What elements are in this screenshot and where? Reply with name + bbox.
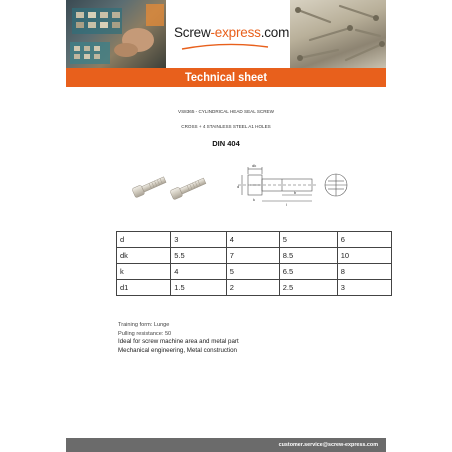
footer-bar <box>66 438 386 452</box>
technical-drawing <box>236 161 354 213</box>
screw-product-photo <box>126 164 210 204</box>
table-cell: k <box>117 264 171 280</box>
pulling-resistance-text: Pulling resistance: 50 <box>118 330 172 337</box>
drawing-label-b: b <box>294 190 297 195</box>
standard-label: DIN 404 <box>212 139 240 148</box>
table-row <box>117 232 392 248</box>
header-banner <box>66 0 386 68</box>
table-row <box>117 280 392 296</box>
logo-text: Screw-express.com <box>174 25 290 40</box>
dimensions-table <box>116 231 392 296</box>
usage-text: Ideal for screw machine area and metal part <box>118 338 239 345</box>
drawing-label-dk: dk <box>252 163 257 168</box>
table-cell: 5 <box>226 264 279 280</box>
table-cell: 1.5 <box>171 280 227 296</box>
table-cell: 8 <box>337 264 391 280</box>
drawing-label-d: d <box>237 184 240 189</box>
table-cell: 4 <box>226 232 279 248</box>
table-cell: 2 <box>226 280 279 296</box>
table-cell: 8.5 <box>279 248 337 264</box>
table-cell: 2.5 <box>279 280 337 296</box>
table-row <box>117 248 392 264</box>
table-cell: dk <box>117 248 171 264</box>
drawing-label-l: l <box>286 202 287 207</box>
screws-photo <box>290 0 386 68</box>
technical-sheet-page <box>66 0 386 452</box>
table-cell: 6 <box>337 232 391 248</box>
product-description: CROSS + 4 STAINLESS STEEL A1 HOLES <box>181 124 271 129</box>
drawing-label-k: k <box>253 197 255 202</box>
table-cell: 5 <box>279 232 337 248</box>
table-cell: d1 <box>117 280 171 296</box>
table-cell: 3 <box>337 280 391 296</box>
table-cell: 10 <box>337 248 391 264</box>
toolbox-photo <box>66 0 166 68</box>
brand-logo[interactable] <box>166 0 290 68</box>
table-cell: 3 <box>171 232 227 248</box>
training-form-text: Training form: Lunge <box>118 322 170 328</box>
table-cell: 6.5 <box>279 264 337 280</box>
logo-swoosh-icon <box>180 43 270 51</box>
table-cell: d <box>117 232 171 248</box>
table-row <box>117 264 392 280</box>
table-cell: 7 <box>226 248 279 264</box>
product-name: VS8365 - CYLINDRICAL HEAD SEAL SCREW <box>178 109 274 114</box>
page-title: Technical sheet <box>184 70 268 84</box>
sectors-text: Mechanical engineering, Metal construction <box>118 346 238 354</box>
product-notes <box>118 321 239 355</box>
table-cell: 5.5 <box>171 248 227 264</box>
table-cell: 4 <box>171 264 227 280</box>
contact-email-link[interactable]: customer.service@screw-express.com <box>278 442 378 448</box>
